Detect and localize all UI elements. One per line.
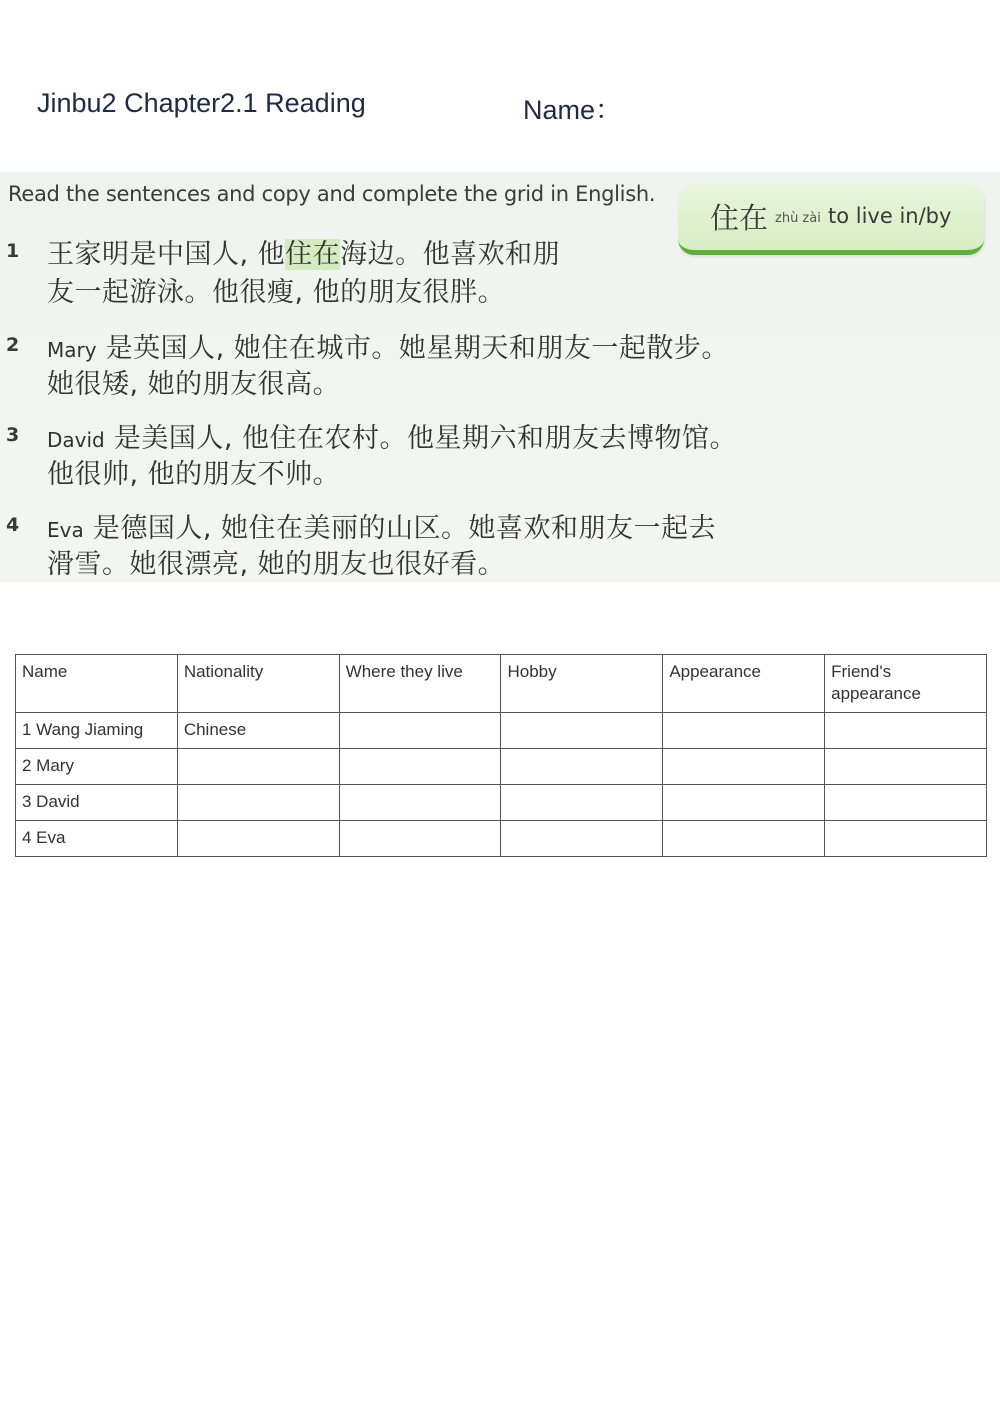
table-cell[interactable]: [663, 821, 825, 857]
table-cell[interactable]: [177, 785, 339, 821]
sentence-line: 她很矮, 她的朋友很高。: [47, 369, 341, 400]
table-row: [16, 713, 987, 749]
column-header-friends-appearance: Friend's appearance: [825, 655, 987, 713]
person-name: David: [47, 428, 105, 452]
sentence-line: [47, 416, 737, 455]
table-cell[interactable]: [663, 749, 825, 785]
column-header-hobby: Hobby: [501, 655, 663, 713]
sentence-text: 是英国人, 她住在城市。她星期天和朋友一起散步。: [96, 333, 729, 364]
sentence-line: 滑雪。她很漂亮, 她的朋友也很好看。: [47, 549, 506, 580]
table-cell[interactable]: [825, 785, 987, 821]
sentence-text: 是美国人, 他住在农村。他星期六和朋友去博物馆。: [104, 423, 737, 454]
table-cell[interactable]: [825, 713, 987, 749]
column-header-name: Name: [16, 655, 178, 713]
table-cell[interactable]: [501, 713, 663, 749]
table-cell[interactable]: Chinese: [177, 713, 339, 749]
sentence-text: 海边。他喜欢和朋: [340, 239, 561, 270]
table-cell[interactable]: [177, 749, 339, 785]
table-cell[interactable]: [663, 785, 825, 821]
sentence-line: [47, 232, 560, 271]
table-cell[interactable]: [825, 821, 987, 857]
column-header-nationality: Nationality: [177, 655, 339, 713]
table-cell[interactable]: [339, 785, 501, 821]
worksheet-title: Jinbu2 Chapter2.1 Reading: [37, 88, 366, 118]
sentence-number: 3: [6, 424, 20, 446]
person-name: Mary: [47, 338, 97, 362]
sentence-number: 1: [6, 240, 20, 262]
sentence-line: 他很帅, 他的朋友不帅。: [47, 459, 341, 490]
vocab-box: [678, 184, 984, 255]
name-label: Name：: [523, 95, 623, 125]
column-header-where-they-live: Where they live: [339, 655, 501, 713]
table-header-row: [16, 655, 987, 713]
vocab-chars: 住在: [710, 201, 769, 235]
sentence-line: [47, 326, 729, 365]
sentence-text: 是德国人, 她住在美丽的山区。她喜欢和朋友一起去: [83, 513, 716, 544]
sentence-number: 2: [6, 334, 20, 356]
sentence-line: 友一起游泳。他很瘦, 他的朋友很胖。: [47, 277, 506, 308]
table-cell[interactable]: [501, 785, 663, 821]
instruction-text: Read the sentences and copy and complete the grid in English.: [8, 182, 656, 206]
table-row: [16, 785, 987, 821]
sentence-number: 4: [6, 514, 20, 536]
highlighted-vocab: 住在: [285, 239, 341, 270]
table-cell[interactable]: [339, 821, 501, 857]
table-cell: 1 Wang Jiaming: [16, 713, 178, 749]
table-cell: 2 Mary: [16, 749, 178, 785]
table-row: [16, 821, 987, 857]
table-cell[interactable]: [663, 713, 825, 749]
vocab-meaning: to live in/by: [828, 204, 952, 228]
sentence-line: [47, 506, 716, 545]
table-cell[interactable]: [177, 821, 339, 857]
person-name: Eva: [47, 518, 84, 542]
sentence-text: 王家明是中国人, 他: [47, 239, 286, 270]
vocab-pinyin: zhù zài: [775, 211, 821, 226]
table-cell: 4 Eva: [16, 821, 178, 857]
answer-grid: [15, 654, 987, 857]
table-cell[interactable]: [339, 713, 501, 749]
table-cell[interactable]: [501, 749, 663, 785]
table-row: [16, 749, 987, 785]
table-cell[interactable]: [825, 749, 987, 785]
table-cell: 3 David: [16, 785, 178, 821]
column-header-appearance: Appearance: [663, 655, 825, 713]
table-cell[interactable]: [501, 821, 663, 857]
table-cell[interactable]: [339, 749, 501, 785]
